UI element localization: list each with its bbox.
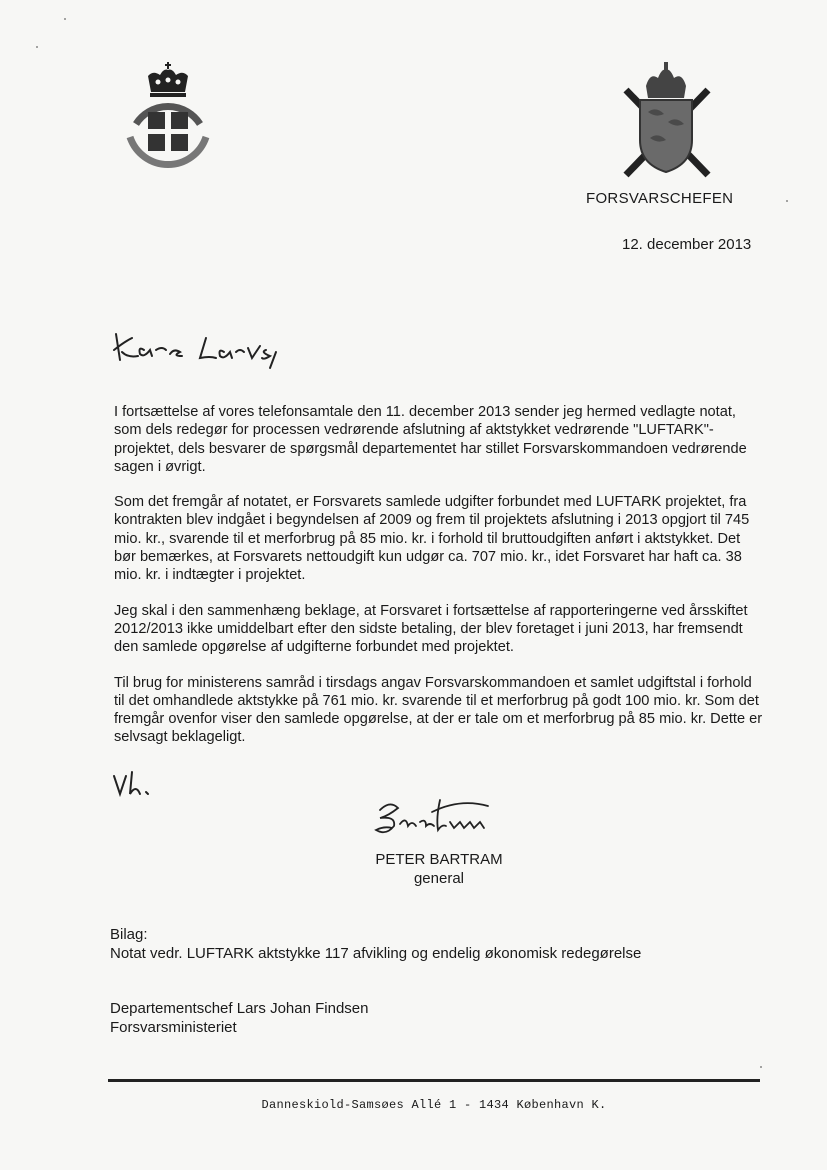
paragraph: Jeg skal i den sammenhæng beklage, at Forsvaret i fortsættelse af rapporteringerne ved årsskiftet 2012/2013 ikke umiddelbart efter den sidste betaling, der blev foretaget i juni 2013, har fremsendt den samlede opgørelse af udgifterne forbundet med projektet. [114, 602, 748, 656]
paragraph: I fortsættelse af vores telefonsamtale den 11. december 2013 sender jeg hermed vedlagte notat, som dels redegør for processen vedrørende afslutning af aktstykket vedrørende "LUFTARK"-projektet, dels besvarer de spørgsmål departementet har stillet Forsvarskommandoen vedrørende sagen i øvrigt. [114, 404, 747, 475]
enclosure-item: Notat vedr. LUFTARK aktstykke 117 afvikling og endelig økonomisk redegørelse [110, 945, 642, 962]
handwritten-salutation [110, 312, 310, 372]
paragraph: Til brug for ministerens samråd i tirsdags angav Forsvarskommandoen et samlet udgiftstal i forhold til det omhandlede aktstykke på 761 mio. kr. svarende til et merforbrug på godt 100 mio. kr. Som det fremgår ovenfor viser den samlede opgørelse, at der er tale om et merforbrug på 85 mio. kr. Dette er selvsagt beklageligt. [114, 674, 763, 746]
signer-title: general [413, 870, 465, 887]
defence-command-emblem-icon [118, 62, 218, 182]
paragraph: Som det fremgår af notatet, er Forsvarets samlede udgifter forbundet med LUFTARK projektet, fra kontrakten blev indgået i begyndelsen af 2009 og frem til projektets afslutning i 2013 opgjort til 745 mio. kr., svarende til et merforbrug på 85 mio. kr. i forhold til bruttoudgiften anført i aktstykket. Det bør bemærkes, at Forsvarets nettoudgift kun udgør ca. 707 mio. kr., idet Forsvaret har haft ca. 38 mio. kr. i indtægter i projektet. [114, 494, 750, 584]
signer-name: PETER BARTRAM [375, 851, 503, 868]
handwritten-closing [110, 770, 170, 800]
recipient-name: Departementschef Lars Johan Findsen [110, 1000, 369, 1017]
recipient-block [110, 999, 368, 1037]
organization-name: FORSVARSCHEFEN [586, 190, 734, 207]
enclosure-block [110, 925, 641, 963]
letter-date: 12. december 2013 [622, 236, 752, 253]
letter-body [114, 403, 764, 764]
scan-speck [760, 1066, 762, 1068]
footer-divider [108, 1079, 760, 1082]
coat-of-arms-icon [616, 60, 716, 180]
signature [370, 796, 510, 844]
enclosure-label: Bilag: [110, 926, 148, 943]
scan-speck [36, 46, 38, 48]
footer-address: Danneskiold-Samsøes Allé 1 - 1434 København K. [261, 1098, 607, 1112]
recipient-organization: Forsvarsministeriet [110, 1019, 237, 1036]
scan-speck [786, 200, 788, 202]
signer-block [364, 850, 514, 888]
scan-speck [64, 18, 66, 20]
